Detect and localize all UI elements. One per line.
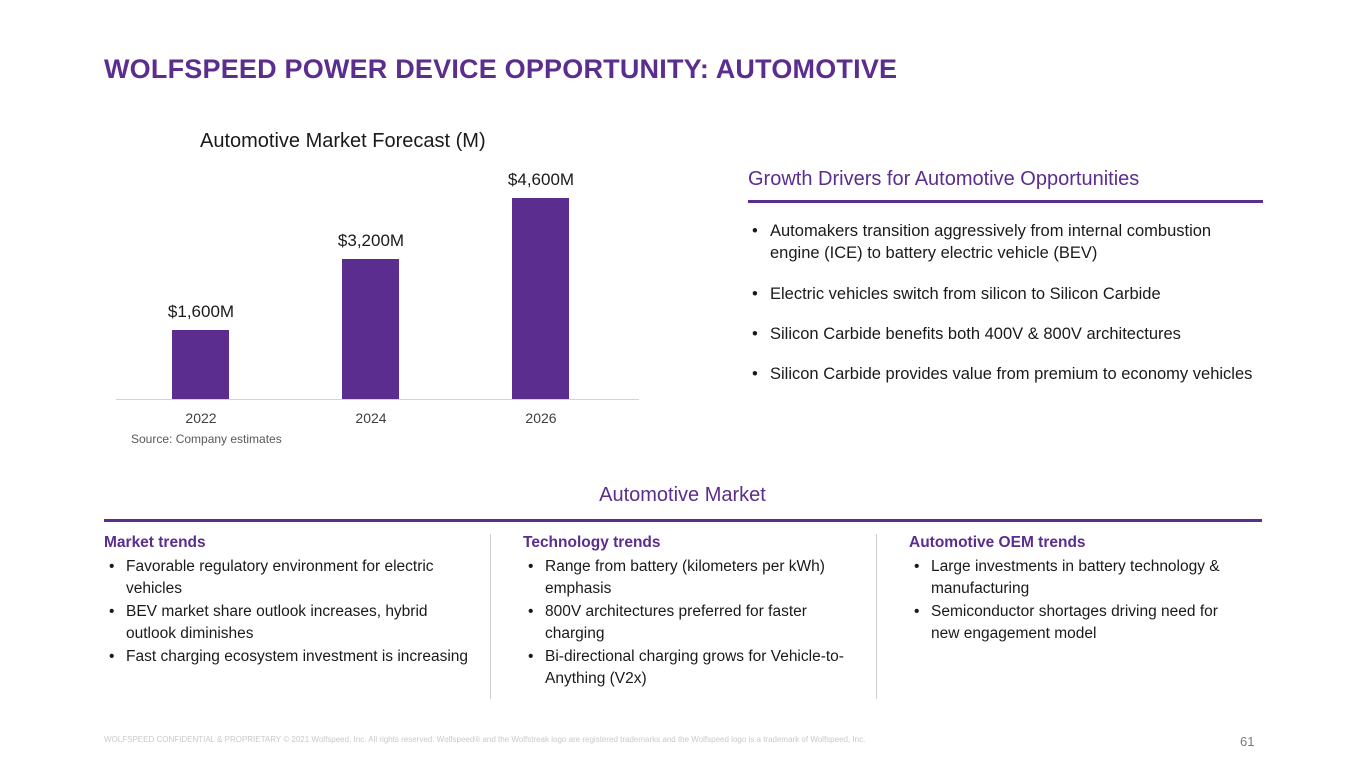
- chart-bar-value-label: $1,600M: [167, 302, 235, 321]
- page-title: WOLFSPEED POWER DEVICE OPPORTUNITY: AUTOMOTIVE: [104, 54, 898, 84]
- chart-bar: [512, 198, 569, 400]
- chart-bar: [172, 330, 229, 400]
- bar-group: [337, 180, 405, 400]
- automotive-market-title: Automotive Market: [599, 484, 766, 506]
- chart-x-axis: [116, 399, 639, 400]
- chart-bar: [342, 259, 399, 400]
- list-item: • Fast charging ecosystem investment is increasing: [104, 646, 468, 668]
- list-item: • Bi-directional charging grows for Vehicle-to-Anything (V2x): [523, 646, 854, 690]
- trends-column-heading: Automotive OEM trends: [909, 534, 1086, 551]
- growth-driver-item: • Silicon Carbide benefits both 400V & 800V architectures: [748, 323, 1263, 345]
- growth-drivers-divider: [748, 200, 1263, 203]
- automotive-market-forecast-chart: [104, 125, 664, 460]
- automotive-market-divider: [104, 519, 1262, 522]
- growth-drivers-heading: Growth Drivers for Automotive Opportunities: [748, 168, 1140, 190]
- trends-column: [876, 534, 1262, 699]
- automotive-market-columns: [104, 534, 1262, 699]
- chart-source-note: Source: Company estimates: [131, 432, 282, 446]
- growth-drivers-panel: [748, 168, 1263, 403]
- footer-disclaimer: WOLFSPEED CONFIDENTIAL & PROPRIETARY © 2021 Wolfspeed, Inc. All rights reserved. Wolfspeed® and the Wolfstreak logo are registered trademarks and the Wolfspeed logo is a trademark of Wolfspeed, Inc.: [104, 735, 866, 744]
- list-item: • Large investments in battery technology & manufacturing: [909, 556, 1240, 600]
- trends-column: [104, 534, 490, 699]
- growth-driver-item: • Electric vehicles switch from silicon to Silicon Carbide: [748, 283, 1263, 305]
- growth-driver-item: • Automakers transition aggressively from internal combustion engine (ICE) to battery electric vehicle (BEV): [748, 220, 1263, 265]
- trends-list: [104, 556, 468, 668]
- chart-x-tick-label: 2022: [185, 410, 217, 426]
- chart-title: Automotive Market Forecast (M): [200, 130, 486, 152]
- list-item: • Favorable regulatory environment for electric vehicles: [104, 556, 468, 600]
- growth-driver-item: • Silicon Carbide provides value from premium to economy vehicles: [748, 363, 1263, 385]
- list-item: • Range from battery (kilometers per kWh) emphasis: [523, 556, 854, 600]
- chart-x-tick-label: 2024: [355, 410, 387, 426]
- bar-group: [167, 180, 235, 400]
- bar-group: [507, 170, 575, 400]
- chart-x-tick-label: 2026: [525, 410, 557, 426]
- list-item: • BEV market share outlook increases, hybrid outlook diminishes: [104, 601, 468, 645]
- list-item: • Semiconductor shortages driving need for new engagement model: [909, 601, 1240, 645]
- trends-list: [523, 556, 854, 690]
- chart-bar-value-label: $4,600M: [507, 170, 575, 189]
- list-item: • 800V architectures preferred for faster charging: [523, 601, 854, 645]
- trends-column-heading: Market trends: [104, 534, 206, 551]
- growth-drivers-list: [748, 220, 1263, 385]
- chart-bar-value-label: $3,200M: [337, 231, 405, 250]
- trends-column: [490, 534, 876, 699]
- trends-column-heading: Technology trends: [523, 534, 661, 551]
- chart-plot-area: [116, 170, 641, 400]
- page-number: 61: [1240, 734, 1255, 749]
- trends-list: [909, 556, 1240, 645]
